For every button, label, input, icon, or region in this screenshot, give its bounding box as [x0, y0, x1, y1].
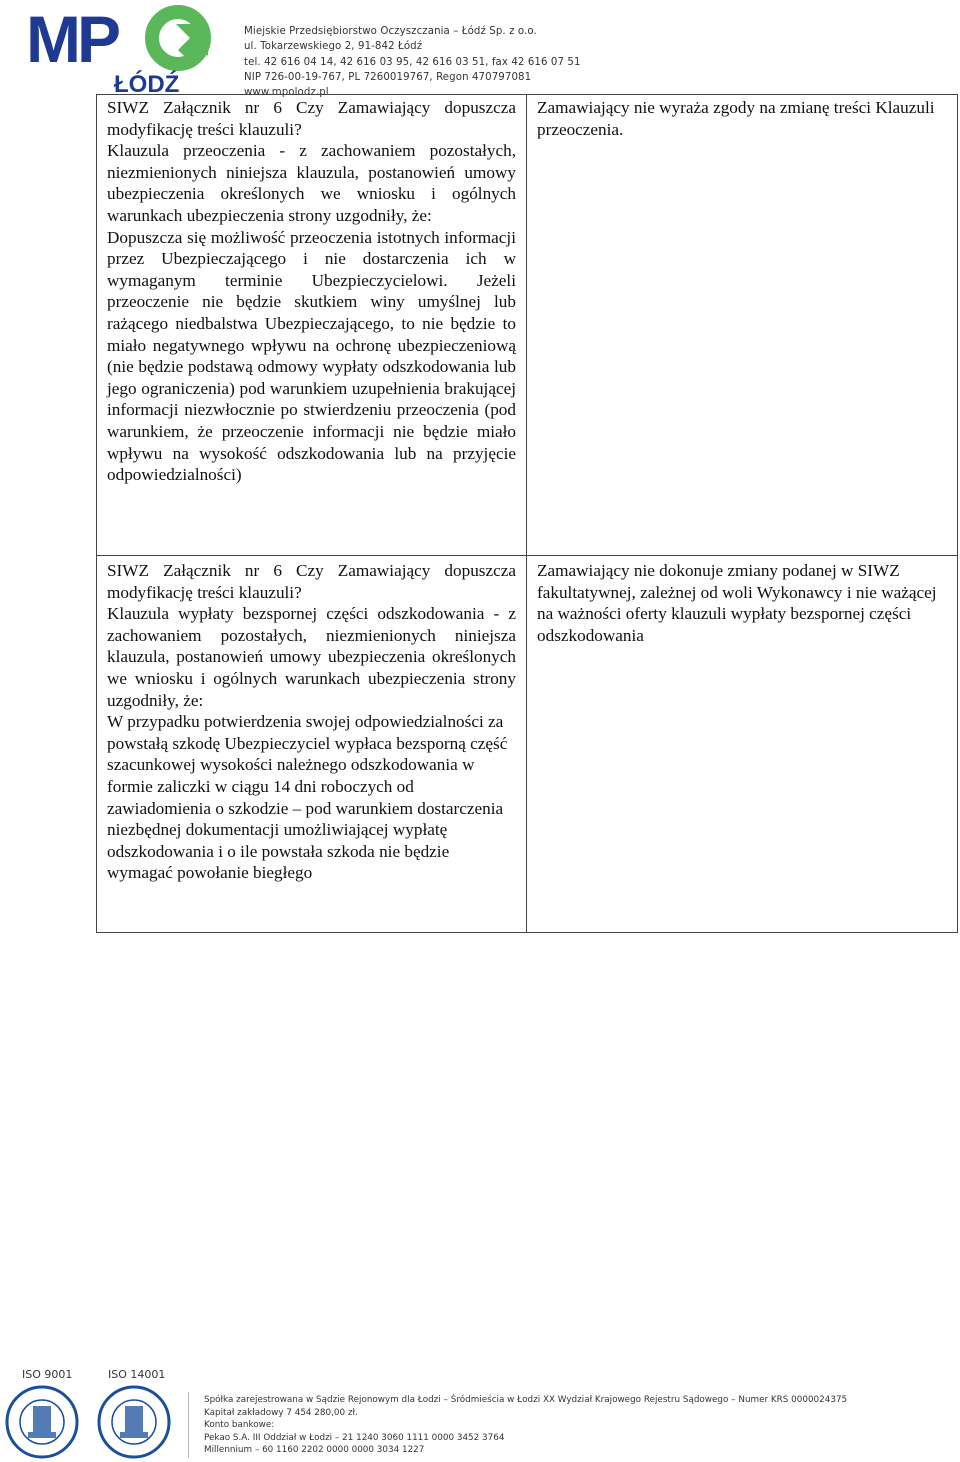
chamber-seal-icon [4, 1384, 80, 1460]
footer-divider [188, 1392, 189, 1458]
registration-info [204, 1394, 847, 1457]
letterhead [0, 0, 960, 99]
bank-account-pekao: Pekao S.A. III Oddział w Łodzi – 21 1240 3060 1111 0000 3452 3764 [204, 1432, 505, 1443]
answer-cell [527, 95, 958, 556]
question-cell [97, 95, 527, 556]
company-website[interactable]: www.mpolodz.pl [244, 87, 329, 99]
iso-9001-label: ISO 9001 [22, 1368, 73, 1381]
answer-text: Zamawiający nie dokonuje zmiany podanej w SIWZ fakultatywnej, zależnej od woli Wykonawcy i nie ważącej na ważności oferty klauzuli wypłaty bezspornej części odszkodowania [537, 561, 937, 645]
company-phone: tel. 42 616 04 14, 42 616 03 95, 42 616 03 51, fax 42 616 07 51 [244, 56, 581, 68]
company-name: Miejskie Przedsiębiorstwo Oczyszczania – Łódź Sp. z o.o. [244, 26, 537, 37]
question-cell [97, 556, 527, 933]
table-row [97, 95, 958, 556]
krs-line: Spółka zarejestrowana w Sądzie Rejonowym dla Łodzi – Śródmieścia w Łodzi XX Wydział Krajowego Rejestru Sądowego – Numer KRS 0000024375 [204, 1395, 848, 1405]
iso-14001-label: ISO 14001 [108, 1368, 166, 1381]
question-heading: SIWZ Załącznik nr 6 Czy Zamawiający dopuszcza modyfikację treści klauzuli? [107, 98, 516, 139]
capital-line: Kapitał zakładowy 7 454 280,00 zł. [204, 1407, 358, 1418]
question-heading: SIWZ Załącznik nr 6 Czy Zamawiający dopuszcza modyfikację treści klauzuli? [107, 561, 516, 602]
svg-text:MP: MP [26, 2, 117, 76]
page-footer [0, 1362, 960, 1462]
answer-cell [527, 556, 958, 933]
question-clause-intro: Klauzula wypłaty bezspornej części odszkodowania - z zachowaniem pozostałych, niezmienionych niniejsza klauzula, postanowień umowy ubezpieczenia określonych we wniosku i ogólnych warunkach ubezpieczenia strony uzgodniły, że: [107, 604, 516, 710]
mpo-logo [26, 2, 216, 94]
bank-heading: Konto bankowe: [204, 1420, 275, 1430]
company-nip: NIP 726-00-19-767, PL 7260019767, Regon 470797081 [244, 71, 532, 83]
question-clause-text: Dopuszcza się możliwość przeoczenia istotnych informacji przez Ubezpieczającego i nie dostarczenia ich w wymaganym terminie Ubezpieczycielowi. Jeżeli przeoczenie nie będzie skutkiem winy umyślnej lub rażącego niedbalstwa Ubezpieczającego, to nie będzie to miało negatywnego wpływu na ochronę ubezpieczeniową (nie będzie podstawą odmowy wypłaty odszkodowania lub jego ograniczenia) pod warunkiem uzupełnienia brakującej informacji niezwłocznie po stwierdzeniu przeoczenia (pod warunkiem, że przeoczenie informacji nie będzie miało wpływu na wysokość odszkodowania lub na przyjęcie odpowiedzialności) [107, 227, 516, 485]
table-row [97, 556, 958, 933]
answer-text: Zamawiający nie wyraża zgody na zmianę treści Klauzuli przeoczenia. [537, 98, 935, 139]
question-clause-intro: Klauzula przeoczenia - z zachowaniem pozostałych, niezmienionych niniejsza klauzula, postanowień umowy ubezpieczenia określonych we wniosku i ogólnych warunkach ubezpieczenia strony uzgodniły, że: [107, 141, 516, 225]
company-info [244, 24, 581, 100]
chamber-seal-icon [96, 1384, 172, 1460]
question-clause-text: W przypadku potwierdzenia swojej odpowiedzialności za powstałą szkodę Ubezpieczyciel wypłaca bezsporną część szacunkowej wysokości należnego odszkodowania w formie zaliczki w ciągu 14 dni roboczych od zawiadomienia o szkodzie – pod warunkiem dostarczenia niezbędnej dokumentacji umożliwiającej wypłatę odszkodowania i o ile powstała szkoda nie będzie wymagać powołanie biegłego [107, 712, 508, 883]
bank-account-millennium: Millennium – 60 1160 2202 0000 0000 3034 1227 [204, 1445, 425, 1455]
logo-city: ŁÓDŹ [114, 71, 180, 94]
company-address: ul. Tokarzewskiego 2, 91-842 Łódź [244, 41, 423, 53]
questions-answers-table [96, 94, 958, 933]
